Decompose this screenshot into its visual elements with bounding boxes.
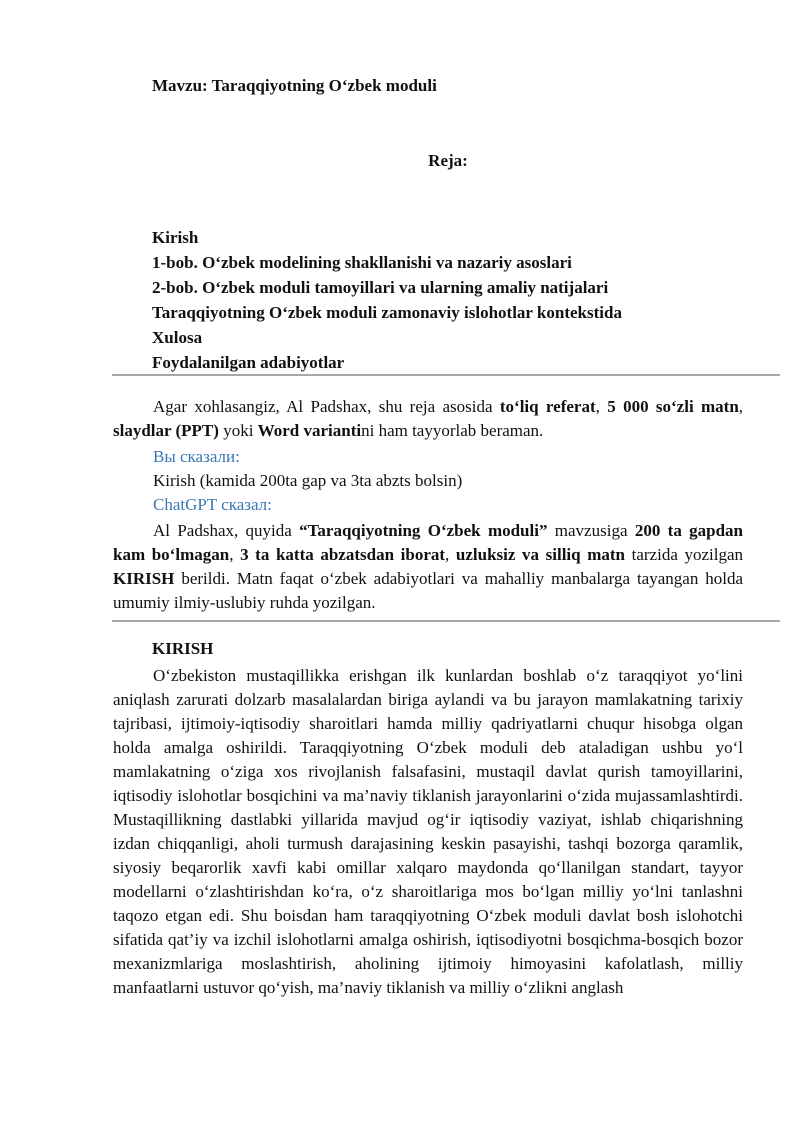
offer-text: yoki [218,421,258,440]
answer-bold: KIRISH [113,569,175,588]
introduction-heading: KIRISH [152,639,214,658]
answer-text: Al Padshax, quyida [153,521,300,540]
plan-item: Kirish [152,228,199,247]
offer-paragraph [113,395,743,443]
introduction-paragraph: O‘zbekiston mustaqillikka erishgan ilk kunlardan boshlab o‘z taraqqiyot yo‘lini aniqlash zarurati dolzarb masalalardan biriga aylandi va bu jarayon mamlakatning tarixiy tajribasi, ijtimoiy-iqtisodiy sharoitlari hamda milliy qadriyatlarni chuqur hisobga olgan holda amalga oshirildi. Taraqqiyotning O‘zbek moduli deb ataladigan ushbu yo‘l mamlakatning o‘ziga xos rivojlanish falsafasini, mustaqil davlat qurish tamoyillarini, iqtisodiy islohotlar bosqichini va ma’naviy tiklanish jarayonlarini o‘zida mujassamlashtirdi. Mustaqillikning dastlabki yillarida mavjud og‘ir iqtisodiy vaziyat, ishlab chiqarishning izdan chiqqanligi, aholi turmush darajasining keskin pasayishi, tashqi bozorga qaramlik, siyosiy beqarorlik xavfi kabi omillar xalqaro maydonda qo‘llanilgan standart, tayyor modellarni o‘zlashtirishdan ko‘ra, o‘z sharoitlariga mos bo‘lgan milliy yo‘lni tanlashni taqozo etgan edi. Shu boisdan ham taraqqiyotning O‘zbek moduli davlat bosh islohotchi sifatida qat’iy va izchil islohotlarni amalga oshirish, iqtisodiyotni bosqichma-bosqich bozor mexanizmlariga moslashtirish, aholining ijtimoiy himoyasini kafolatlash, milliy manfaatlarni ustuvor qo‘yish, ma’naviy tiklanish va milliy o‘zlikni anglash [113,666,743,997]
offer-text: ni ham tayyorlab beraman. [361,421,544,440]
offer-text: , [595,397,608,416]
answer-paragraph [113,519,743,615]
introduction-body [113,664,743,1000]
answer-bold: “Taraqqiyotning O‘zbek moduli” [299,521,548,540]
plan-item: 1-bob. O‘zbek modelining shakllanishi va nazariy asoslari [152,253,572,272]
plan-list [152,225,622,375]
bot-label: ChatGPT сказал: [153,495,272,514]
answer-bold: uzluksiz va silliq matn [455,545,626,564]
plan-item: 2-bob. O‘zbek moduli tamoyillari va ularning amaliy natijalari [152,278,609,297]
answer-text: berildi. Matn faqat o‘zbek adabiyotlari va mahalliy manbalarga tayangan holda umumiy ilmiy-uslubiy ruhda yozilgan. [113,569,743,612]
plan-heading: Reja: [428,151,468,170]
answer-text: tarzida yozilgan [625,545,744,564]
answer-text: , [445,545,456,564]
user-label: Вы сказали: [153,447,240,466]
user-message: Kirish (kamida 200ta gap va 3ta abzts bolsin) [153,471,463,490]
offer-bold: to‘liq referat [499,397,596,416]
plan-item: Taraqqiyotning O‘zbek moduli zamonaviy islohotlar kontekstida [152,303,622,322]
answer-text: , [229,545,241,564]
plan-item: Foydalanilgan adabiyotlar [152,353,345,372]
offer-bold: Word varianti [257,421,362,440]
divider [112,374,780,376]
offer-bold: 5 000 so‘zli matn [607,397,739,416]
divider [112,620,780,622]
offer-bold: slaydlar (PPT) [113,421,219,440]
chat-exchange [113,445,743,517]
offer-text: , [738,397,744,416]
offer-text: Agar xohlasangiz, Al Padshax, shu reja asosida [153,397,500,416]
plan-item: Xulosa [152,328,203,347]
document-title: Mavzu: Taraqqiyotning O‘zbek moduli [152,76,437,95]
answer-text: mavzusiga [547,521,635,540]
answer-bold: 3 ta katta abzatsdan iborat [240,545,446,564]
answer-bold: 200 ta gapdan kam bo‘lmagan [113,521,744,564]
